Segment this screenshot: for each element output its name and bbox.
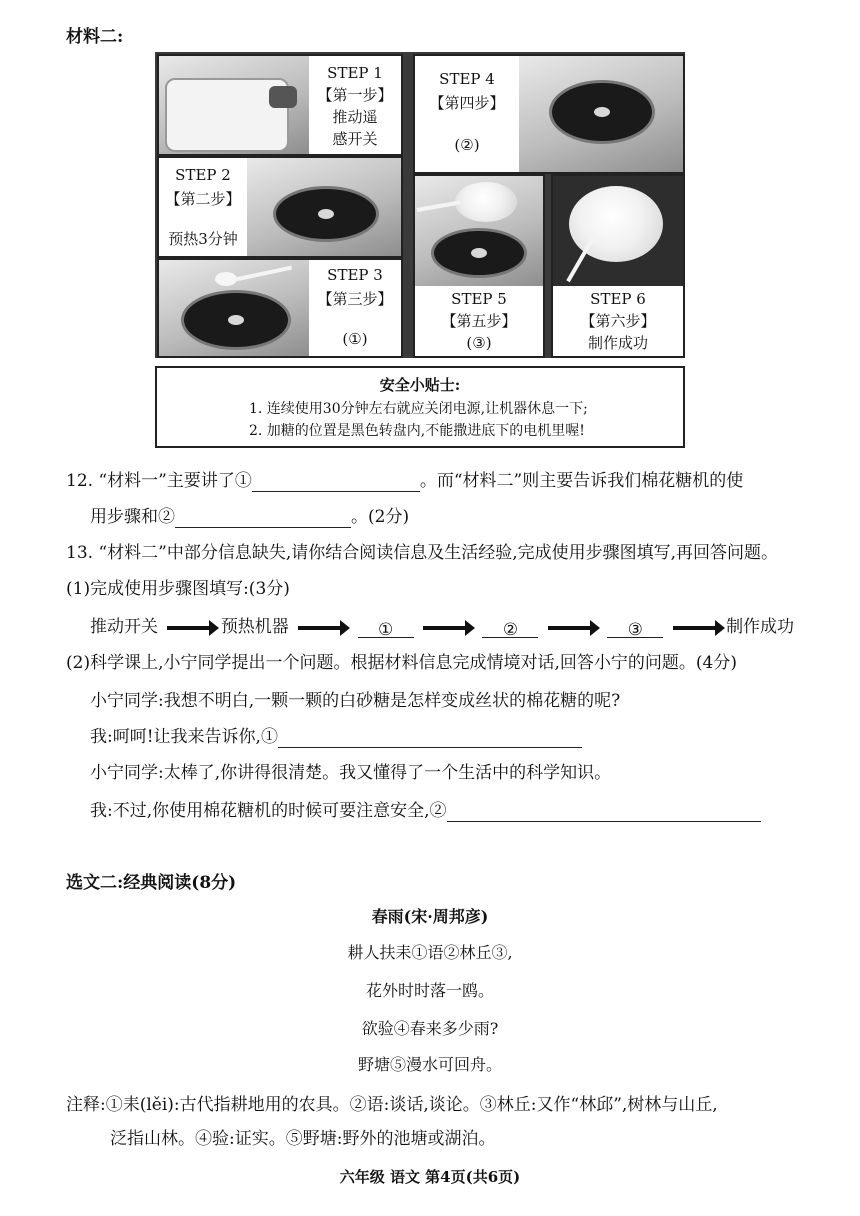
q12-blank-1[interactable] [252, 473, 420, 492]
poem-line-1: 耕人扶耒①语②林丘③, [347, 943, 513, 962]
q12-line1 [66, 470, 743, 492]
poem-line-2: 花外时时落一鸥。 [365, 981, 494, 1000]
step2-panel [157, 156, 403, 258]
step1-cn: 【第一步】 [317, 86, 393, 104]
step1-desc: 推动遥 [332, 108, 378, 126]
arrow-icon [423, 626, 467, 630]
safety-box [155, 366, 685, 448]
notes-line-1: 注释:①耒(lěi):古代指耕地用的农具。②语:谈话,谈论。③林丘:又作“林邱”,树林与山丘, [66, 1095, 718, 1115]
step2-cn: 【第二步】 [165, 190, 241, 208]
page-footer: 六年级 语文 第4页(共6页) [339, 1168, 521, 1186]
arrow-icon [298, 626, 342, 630]
step4-panel [413, 54, 685, 174]
flow-blank-1[interactable]: ① [358, 619, 414, 638]
dialog-line-3: 小宁同学:太棒了,你讲得很清楚。我又懂得了一个生活中的科学知识。 [90, 763, 612, 783]
q12-line2 [90, 506, 409, 528]
step5-photo [415, 176, 543, 286]
step5-cn: 【第五步】 [441, 312, 517, 330]
step1-en: STEP 1 [327, 64, 383, 82]
safety-title: 安全小贴士: [379, 376, 461, 394]
step2-desc: 预热3分钟 [168, 230, 238, 248]
section2-title: 选文二:经典阅读(8分) [66, 873, 237, 893]
arrow-icon [548, 626, 592, 630]
poem-line-3: 欲验④春来多少雨? [361, 1019, 499, 1038]
dialog-line-1: 小宁同学:我想不明白,一颗一颗的白砂糖是怎样变成丝状的棉花糖的呢? [90, 691, 621, 711]
q12-blank-2[interactable] [175, 509, 351, 528]
q13-flow [90, 616, 794, 638]
arrow-icon [167, 626, 211, 630]
step2-en: STEP 2 [175, 166, 231, 184]
flow-step-2: 预热机器 [220, 617, 289, 637]
material2-title: 材料二: [66, 27, 124, 47]
step3-en: STEP 3 [327, 266, 383, 284]
step1-desc2: 感开关 [332, 130, 378, 148]
step4-en: STEP 4 [439, 70, 495, 88]
dialog-blank-2[interactable] [447, 803, 761, 822]
safety-tip-1: 1. 连续使用30分钟左右就应关闭电源,让机器休息一下; [249, 401, 588, 417]
step6-desc: 制作成功 [587, 334, 648, 352]
q12-text-b: 。而“材料二”则主要告诉我们棉花糖机的使 [419, 471, 744, 491]
step3-photo [159, 260, 309, 356]
dialog-line-4 [90, 800, 761, 822]
dialog-line-2 [90, 726, 582, 748]
flow-step-6: 制作成功 [726, 617, 795, 637]
step6-cn: 【第六步】 [580, 312, 656, 330]
steps-figure [155, 52, 685, 358]
q12-text-a: 12. “材料一”主要讲了① [66, 471, 252, 491]
safety-tip-2: 2. 加糖的位置是黑色转盘内,不能撒进底下的电机里喔! [249, 423, 585, 439]
flow-step-1: 推动开关 [90, 617, 158, 637]
step4-cn: 【第四步】 [429, 94, 505, 112]
poem-line-4: 野塘⑤漫水可回舟。 [357, 1055, 502, 1074]
step1-photo [159, 56, 309, 154]
step5-en: STEP 5 [451, 290, 507, 308]
poem-title: 春雨(宋·周邦彦) [371, 907, 489, 926]
q13-line1: 13. “材料二”中部分信息缺失,请你结合阅读信息及生活经验,完成使用步骤图填写,再回答问题。 [66, 543, 779, 563]
notes-line-2: 泛指山林。④验:证实。⑤野塘:野外的池塘或湖泊。 [110, 1129, 496, 1149]
dialog-text-4: 我:不过,你使用棉花糖机的时候可要注意安全,② [90, 801, 447, 821]
step4-desc: (②) [454, 136, 480, 154]
step6-en: STEP 6 [590, 290, 646, 308]
dialog-text-2: 我:呵呵!让我来告诉你,① [90, 727, 278, 747]
step6-panel [551, 174, 685, 358]
step1-panel [157, 54, 403, 156]
step5-desc: (③) [466, 334, 492, 352]
flow-blank-3[interactable]: ③ [607, 619, 663, 638]
arrow-icon [673, 626, 717, 630]
step3-desc: (①) [342, 330, 368, 348]
step6-photo [553, 176, 683, 286]
step4-photo [519, 56, 683, 172]
q12-text-c: 用步骤和② [90, 507, 175, 527]
flow-blank-2[interactable]: ② [482, 619, 538, 638]
q13-sub2: (2)科学课上,小宁同学提出一个问题。根据材料信息完成情境对话,回答小宁的问题。(4分) [66, 653, 737, 673]
q12-text-d: 。(2分) [351, 507, 410, 527]
step2-photo [247, 158, 401, 256]
step3-cn: 【第三步】 [317, 290, 393, 308]
step5-panel [413, 174, 545, 358]
dialog-blank-1[interactable] [278, 729, 582, 748]
q13-sub1: (1)完成使用步骤图填写:(3分) [66, 579, 290, 599]
step3-panel [157, 258, 403, 358]
